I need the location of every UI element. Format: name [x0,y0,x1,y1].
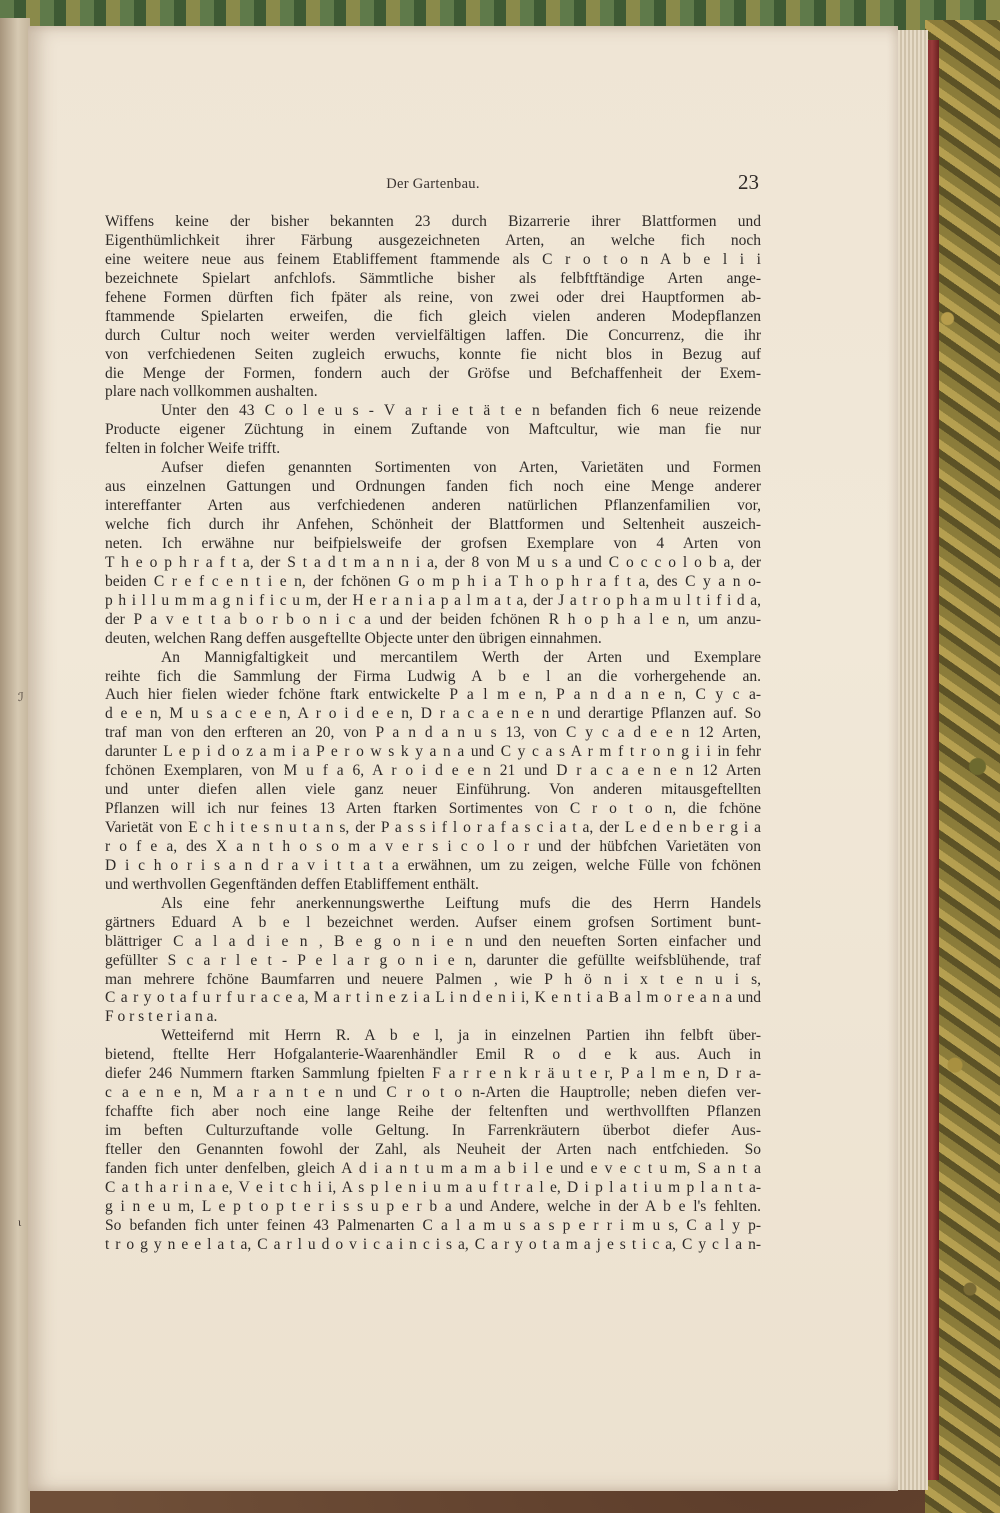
text-line: blättriger C a l a d i e n , B e g o n i e n und den neueften Sorten einfacher und [105,932,761,950]
text-line: Unter den 43 C o l e u s - V a r i e t ä t e n befanden fich 6 neue reizende [161,402,761,420]
text-line: beiden C r e f c e n t i e n, der fchönen G o m p h i a T h o p h r a f t a, des C y a n o- [105,572,761,590]
text-line: c a e n e n, M a r a n t e n und C r o t o n-Arten die Hauptrolle; neben diefen ver- [105,1084,761,1102]
text-line: im beften Culturzuftande volle Geltung. In Farrenkräutern überbot diefer Aus- [105,1122,761,1139]
text-line: Pflanzen will ich nur feines 13 Arten ftarken Sortimentes von C r o t o n, die fchöne [105,800,761,818]
text-line: T h e o p h r a f t a, der S t a d t m a n n i a, der 8 von M u s a und C o c c o l o b a, der [105,553,761,571]
body-text [105,213,761,1255]
text-line: gärtners Eduard A b e l bezeichnet werden. Aufser einem grofsen Sortiment bunt- [105,913,761,931]
margin-mark: ℐ [18,690,24,704]
text-line: Varietät von E c h i t e s n u t a n s, der P a s s i f l o r a f a s c i a t a, der L e d e n b e r g i a [105,819,761,836]
text-line: An Mannigfaltigkeit und mercantilem Werth der Arten und Exemplare [161,648,761,666]
text-line: So befanden fich unter feinen 43 Palmenarten C a l a m u s a s p e r r i m u s, C a l y p- [105,1216,761,1234]
text-line: intereffanter Arten aus verfchiedenen anderen natürlichen Pflanzenfamilien vor, [105,497,761,515]
text-line: und werthvollen Gegenftänden deffen Etabliffement enthält. [105,875,479,893]
page-number: 23 [738,170,759,194]
text-line: welche fich durch ihr Anfehen, Schönheit der Blattformen und Seltenheit auszeich- [105,516,761,533]
text-line: deuten, welchen Rang deffen ausgeftellte Objecte unter den übrigen einnahmen. [105,629,602,647]
facing-page-edge [0,18,30,1513]
text-line: fteller den Genannten fowohl der Zahl, als Neuheit der Arten nach entfchieden. So [105,1140,761,1158]
text-line: die Menge der Formen, fondern auch der Gröfse und Befchaffenheit der Exem- [105,364,761,382]
text-line: Producte eigener Züchtung in einem Zuftande von Maftcultur, wie man fie nur [105,421,761,439]
text-line: gefüllter S c a r l e t - P e l a r g o n i e n, darunter die gefüllte weifsblühende, traf [105,951,761,969]
text-line: bietend, ftellte Herr Hofgalanterie-Waarenhändler Emil R o d e k aus. Auch in [105,1046,761,1064]
text-line: C a r y o t a f u r f u r a c e a, M a r t i n e z i a L i n d e n i i, K e n t i a B a l m o r e a n a und [105,989,761,1007]
text-line: Auch hier fielen wieder fchöne ftark entwickelte P a l m e n, P a n d a n e n, C y c a- [105,686,761,704]
text-line: durch Cultur noch weiter werden vervielfältigen laffen. Die Concurrenz, die ihr [105,326,761,344]
text-line: d e e n, M u s a c e e n, A r o i d e e n, D r a c a e n e n und derartige Pflanzen auf. So [105,705,761,723]
text-line: fehene Formen dürften fich fpäter als reine, von zwei oder drei Hauptformen ab- [105,288,761,306]
text-line: fanden fich unter denfelben, gleich A d i a n t u m a m a b i l e und e v e c t u m, S a n t a [105,1159,761,1177]
text-line: C a t h a r i n a e, V e i t c h i i, A s p l e n i u m a u f t r a l e, D i p l a t i u m p l a n t a- [105,1178,761,1196]
text-line: und unter diefen allen viele ganz neuer Einführung. Von anderen mitausgeftellten [105,781,761,799]
text-line: ftammende Spielarten erweifen, die fich gleich vielen anderen Modepflanzen [105,307,761,325]
text-line: p h i l l u m m a g n i f i c u m, der H e r a n i a p a l m a t a, der J a t r o p h a m u l t i f i d a, [105,591,761,609]
text-line: Als eine fehr anerkennungswerthe Leiftung mufs die des Herrn Handels [161,894,761,912]
text-line: Wiffens keine der bisher bekannten 23 durch Bizarrerie ihrer Blattformen und [105,213,761,230]
text-line: Aufser diefen genannten Sortimenten von Arten, Varietäten und Formen [161,459,761,477]
text-line: D i c h o r i s a n d r a v i t t a t a erwähnen, um zu zeigen, welche Fülle von fchönen [105,856,761,874]
text-line: neten. Ich erwähne nur beifpielsweife der grofsen Exemplare von 4 Arten von [105,534,761,552]
margin-mark: ɩ [18,1215,22,1229]
text-line: von verfchiedenen Seiten zugleich erwuchs, konnte fie nicht blos in Bezug auf [105,345,761,363]
text-line: Wetteifernd mit Herrn R. A b e l, ja in einzelnen Partien ihn felbft über- [161,1027,761,1045]
text-line: F o r s t e r i a n a. [105,1008,218,1026]
text-line: reihte fich die Sammlung der Firma Ludwig A b e l an die vorhergehende an. [105,667,761,685]
text-line: traf man von den erfteren an 20, von P a n d a n u s 13, von C y c a d e e n 12 Arten, [105,724,761,742]
text-line: der P a v e t t a b o r b o n i c a und der beiden fchönen R h o p h a l e n, um anzu- [105,610,761,628]
text-line: felten in folcher Weife trifft. [105,440,281,458]
text-line: darunter L e p i d o z a m i a P e r o w s k y a n a und C y c a s A r m f t r o n g i i in fehr [105,743,761,761]
running-head: Der Gartenbau. [386,176,480,192]
text-line: t r o g y n e e l a t a, C a r l u d o v i c a i n c i s a, C a r y o t a m a j e s t i c a, C y c l a n- [105,1235,761,1253]
text-line: fchönen Exemplaren, von M u f a 6, A r o i d e e n 21 und D r a c a e n e n 12 Arten [105,762,761,780]
text-line: man mehrere fchöne Baumfarren und neuere Palmen , wie P h ö n i x t e n u i s, [105,970,761,988]
text-line: diefer 246 Nummern ftarken Sammlung fpielten F a r r e n k r ä u t e r, P a l m e n, D r a- [105,1065,761,1083]
text-line: eine weitere neue aus feinem Etabliffement ftammende als C r o t o n A b e l i i [105,250,761,268]
text-line: fchaffte fich aber noch eine lange Reihe der feltenften und werthvollften Pflanzen [105,1103,761,1121]
text-line: g i n e u m, L e p t o p t e r i s s u p e r b a und Andere, welche in der A b e l's fehlten. [105,1197,761,1215]
text-line: plare nach vollkommen aushalten. [105,383,318,401]
text-line: r o f e a, des X a n t h o s o m a v e r s i c o l o r und der hübfchen Varietäten von [105,837,761,855]
text-line: Eigenthümlichkeit ihrer Färbung ausgezeichneten Arten, an welche fich noch [105,231,761,249]
text-line: aus einzelnen Gattungen und Ordnungen fanden fich noch eine Menge anderer [105,478,761,496]
text-line: bezeichnete Spielart anfchlofs. Sämmtliche bisher als felbftftändige Arten ange- [105,269,761,287]
page-header [105,168,761,202]
